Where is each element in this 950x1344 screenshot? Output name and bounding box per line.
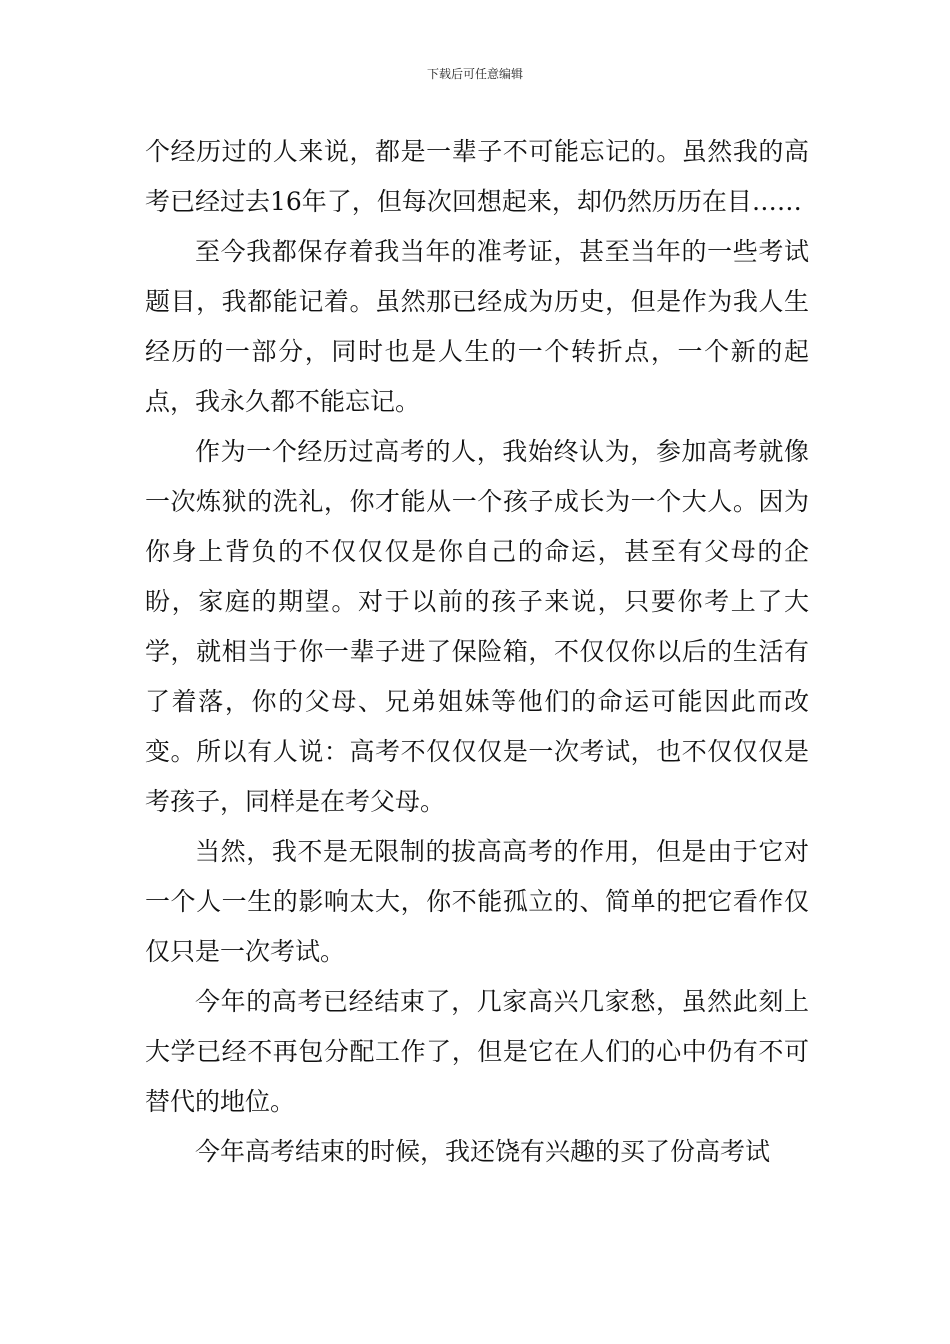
document-body	[145, 127, 809, 1177]
paragraph-4: 当然，我不是无限制的拔高高考的作用，但是由于它对一个人一生的影响太大，你不能孤立的、简单的把它看作仅仅只是一次考试。	[145, 837, 809, 966]
paragraph-1: 个经历过的人来说，都是一辈子不可能忘记的。虽然我的高考已经过去16年了，但每次回想起来，却仍然历历在目……	[145, 137, 809, 216]
paragraph-5: 今年的高考已经结束了，几家高兴几家愁，虽然此刻上大学已经不再包分配工作了，但是它在人们的心中仍有不可替代的地位。	[145, 987, 809, 1116]
paragraph-6: 今年高考结束的时候，我还饶有兴趣的买了份高考试	[195, 1137, 771, 1166]
page-header: 下载后可任意编辑	[426, 67, 523, 81]
paragraph-2: 至今我都保存着我当年的准考证，甚至当年的一些考试题目，我都能记着。虽然那已经成为历史，但是作为我人生经历的一部分，同时也是人生的一个转折点，一个新的起点，我永久都不能忘记。	[145, 237, 809, 416]
paragraph-3: 作为一个经历过高考的人，我始终认为，参加高考就像一次炼狱的洗礼，你才能从一个孩子成长为一个大人。因为你身上背负的不仅仅仅是你自己的命运，甚至有父母的企盼，家庭的期望。对于以前的孩子来说，只要你考上了大学，就相当于你一辈子进了保险箱，不仅仅你以后的生活有了着落，你的父母、兄弟姐妹等他们的命运可能因此而改变。所以有人说：高考不仅仅仅是一次考试，也不仅仅仅是考孩子，同样是在考父母。	[145, 437, 809, 816]
